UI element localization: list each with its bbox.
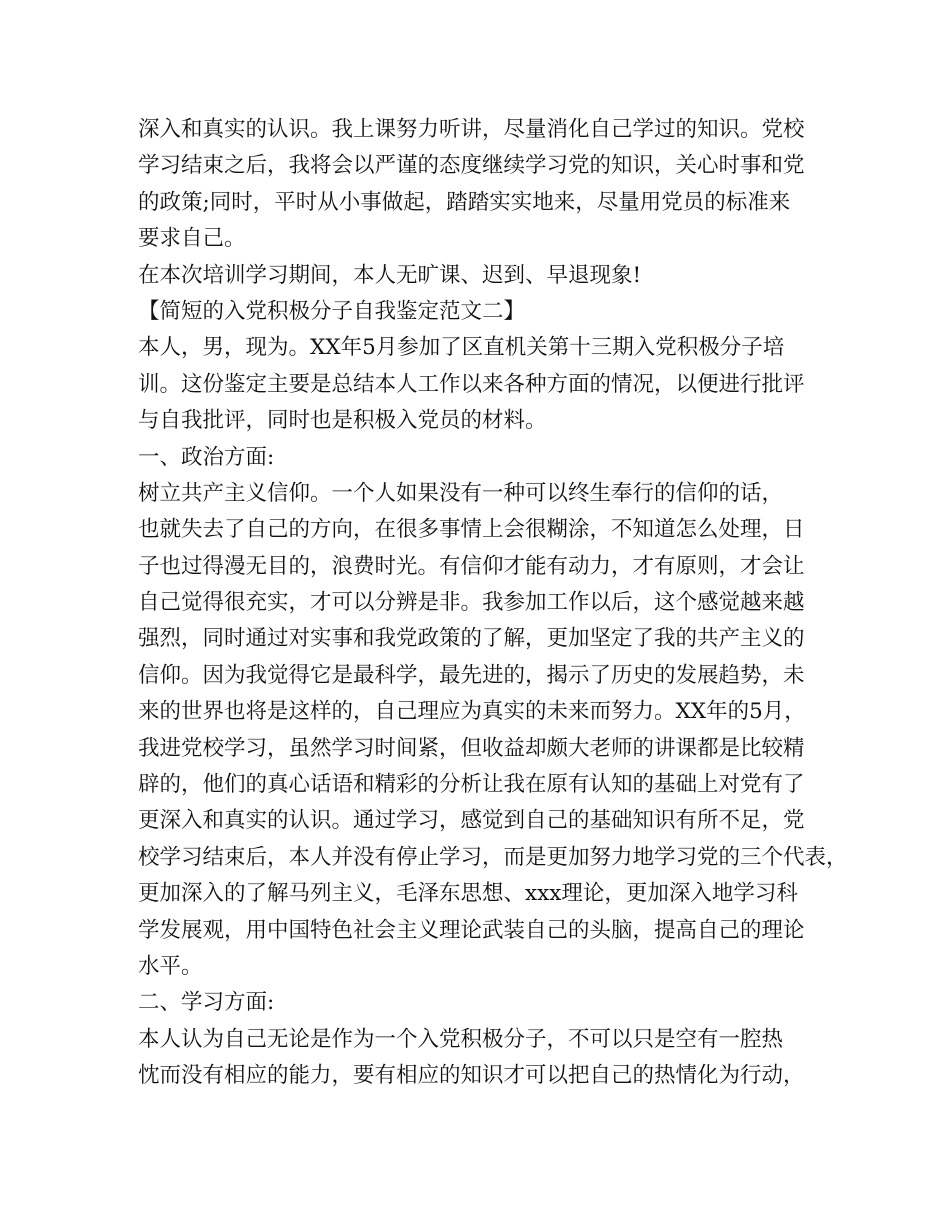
text-line: 强烈，同时通过对实事和我党政策的了解，更加坚定了我的共产主义的: [138, 626, 805, 652]
text-line: 校学习结束后，本人并没有停止学习，而是更加努力地学习党的三个代表，: [138, 844, 848, 870]
text-line: 本人，男，现为。XX年5月参加了区直机关第十三期入党积极分子培: [138, 335, 785, 361]
text-line: 也就失去了自己的方向，在很多事情上会很糊涂，不知道怎么处理，日: [138, 517, 805, 543]
text-line: 与自我批评，同时也是积极入党员的材料。: [138, 408, 547, 434]
text-line: 信仰。因为我觉得它是最科学，最先进的，揭示了历史的发展趋势，未: [138, 662, 805, 688]
text-line: 学发展观，用中国特色社会主义理论武装自己的头脑，提高自己的理论: [138, 917, 805, 943]
text-line: 忱而没有相应的能力，要有相应的知识才可以把自己的热情化为行动，: [138, 1063, 805, 1089]
document-page: [138, 112, 848, 1095]
text-line: 水平。: [138, 953, 203, 979]
text-line: 辟的，他们的真心话语和精彩的分析让我在原有认知的基础上对党有了: [138, 772, 805, 798]
text-line: 更深入和真实的认识。通过学习，感觉到自己的基础知识有所不足，党: [138, 808, 805, 834]
subsection-heading: 二、学习方面:: [138, 990, 275, 1016]
text-line: 更加深入的了解马列主义，毛泽东思想、xxx理论，更加深入地学习科: [138, 881, 798, 907]
text-line: 的政策;同时，平时从小事做起，踏踏实实地来，尽量用党员的标准来: [138, 189, 791, 215]
text-line: 在本次培训学习期间，本人无旷课、迟到、早退现象!: [138, 262, 642, 288]
text-line: 自己觉得很充实，才可以分辨是非。我参加工作以后，这个感觉越来越: [138, 590, 805, 616]
text-line: 我进党校学习，虽然学习时间紧，但收益却颇大老师的讲课都是比较精: [138, 735, 805, 761]
subsection-heading: 一、政治方面:: [138, 444, 275, 470]
section-heading: 【简短的入党积极分子自我鉴定范文二】: [138, 298, 526, 324]
text-line: 深入和真实的认识。我上课努力听讲，尽量消化自己学过的知识。党校: [138, 117, 805, 142]
text-line: 学习结束之后，我将会以严谨的态度继续学习党的知识，关心时事和党: [138, 153, 805, 179]
text-line: 子也过得漫无目的，浪费时光。有信仰才能有动力，才有原则，才会让: [138, 553, 805, 579]
text-line: 本人认为自己无论是作为一个入党积极分子，不可以只是空有一腔热: [138, 1026, 784, 1052]
text-line: 要求自己。: [138, 226, 246, 252]
text-line: 树立共产主义信仰。一个人如果没有一种可以终生奉行的信仰的话，: [138, 480, 784, 506]
text-line: 来的世界也将是这样的，自己理应为真实的未来而努力。XX年的5月，: [138, 699, 806, 725]
text-line: 训。这份鉴定主要是总结本人工作以来各种方面的情况，以便进行批评: [138, 371, 805, 397]
